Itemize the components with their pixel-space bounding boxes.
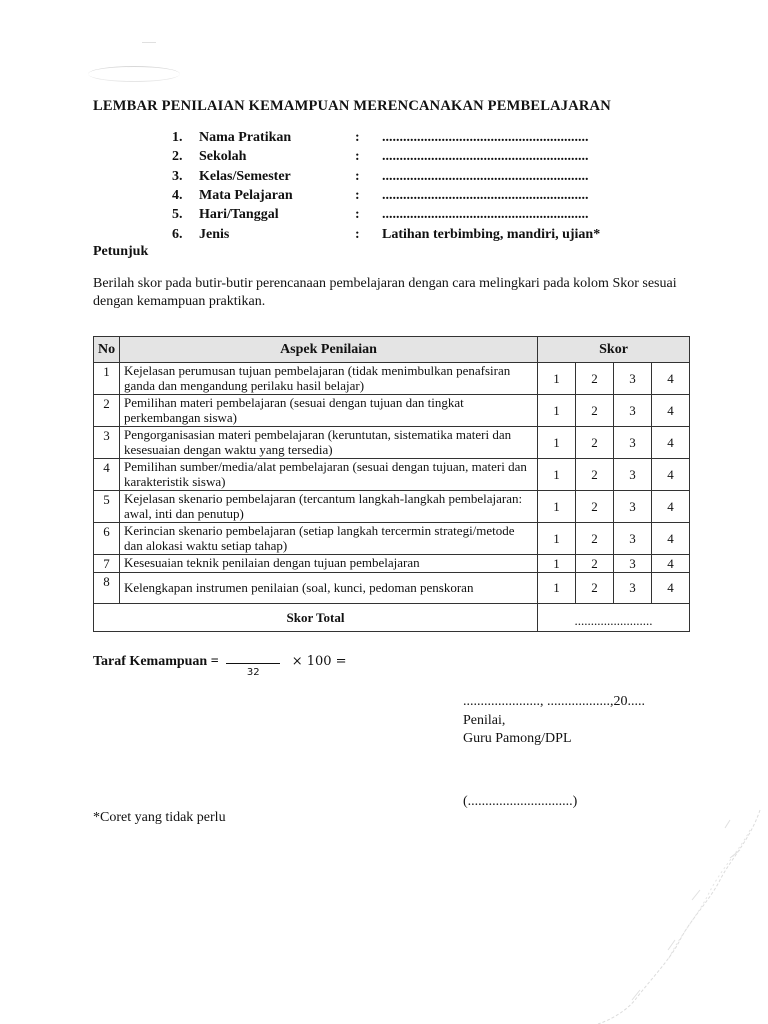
place-date: ......................, ..................,20.....: [463, 694, 645, 709]
identity-row: [172, 147, 600, 166]
petunjuk-heading: Petunjuk: [93, 244, 149, 259]
header-aspek: Aspek Penilaian: [120, 337, 538, 363]
identity-colon: :: [355, 130, 360, 146]
row-number: 4: [94, 459, 120, 491]
score-option-3[interactable]: 3: [614, 523, 652, 555]
score-option-4[interactable]: 4: [652, 395, 690, 427]
row-number: 7: [94, 555, 120, 573]
score-option-2[interactable]: 2: [576, 491, 614, 523]
row-aspek: Kejelasan skenario pembelajaran (tercantum langkah-langkah pembelajaran: awal, inti dan penutup): [120, 491, 538, 523]
identity-fields: [172, 128, 600, 244]
row-aspek: Pemilihan materi pembelajaran (sesuai dengan tujuan dan tingkat perkembangan siswa): [120, 395, 538, 427]
score-option-4[interactable]: 4: [652, 491, 690, 523]
signature-block: [463, 693, 645, 749]
identity-colon: :: [355, 168, 360, 184]
score-option-1[interactable]: 1: [538, 573, 576, 604]
identity-row: [172, 167, 600, 186]
score-option-1[interactable]: 1: [538, 427, 576, 459]
score-option-2[interactable]: 2: [576, 459, 614, 491]
score-option-4[interactable]: 4: [652, 523, 690, 555]
identity-label: Mata Pelajaran: [199, 188, 293, 204]
table-row: [94, 459, 690, 491]
fraction: [226, 661, 280, 679]
score-option-1[interactable]: 1: [538, 555, 576, 573]
identity-number: 2.: [172, 149, 183, 165]
table-row: [94, 363, 690, 395]
identity-value: ...........................................................: [382, 168, 589, 184]
row-aspek: Kejelasan perumusan tujuan pembelajaran (tidak menimbulkan penafsiran ganda dan mengandung perilaku hasil belajar): [120, 363, 538, 395]
score-option-3[interactable]: 3: [614, 491, 652, 523]
signature-name-blank: (..............................): [463, 794, 578, 809]
score-option-4[interactable]: 4: [652, 459, 690, 491]
score-option-4[interactable]: 4: [652, 573, 690, 604]
identity-colon: :: [355, 149, 360, 165]
identity-label: Jenis: [199, 226, 230, 242]
role-guru-pamong: Guru Pamong/DPL: [463, 731, 572, 746]
identity-number: 1.: [172, 130, 183, 146]
fraction-line: [226, 663, 280, 664]
assessment-table: [93, 336, 690, 632]
score-option-4[interactable]: 4: [652, 555, 690, 573]
table-row: [94, 427, 690, 459]
table-row: [94, 491, 690, 523]
table-row: [94, 523, 690, 555]
taraf-label: Taraf Kemampuan =: [93, 654, 219, 669]
identity-row: [172, 205, 600, 224]
identity-colon: :: [355, 188, 360, 204]
total-row: [94, 604, 690, 632]
score-option-2[interactable]: 2: [576, 363, 614, 395]
scan-smudge: [88, 66, 180, 82]
identity-row: [172, 128, 600, 147]
taraf-kemampuan-formula: [93, 654, 347, 679]
identity-colon: :: [355, 207, 360, 223]
score-option-4[interactable]: 4: [652, 363, 690, 395]
row-number: 6: [94, 523, 120, 555]
score-option-1[interactable]: 1: [538, 523, 576, 555]
identity-label: Sekolah: [199, 149, 247, 165]
row-aspek: Pemilihan sumber/media/alat pembelajaran (sesuai dengan tujuan, materi dan karakteristik siswa): [120, 459, 538, 491]
score-option-3[interactable]: 3: [614, 363, 652, 395]
identity-value: ...........................................................: [382, 130, 589, 146]
identity-label: Nama Pratikan: [199, 130, 292, 146]
row-aspek: Pengorganisasian materi pembelajaran (keruntutan, sistematika materi dan kesesuaian dengan waktu yang tersedia): [120, 427, 538, 459]
row-aspek: Kelengkapan instrumen penilaian (soal, kunci, pedoman penskoran: [120, 573, 538, 604]
identity-value: ...........................................................: [382, 188, 589, 204]
total-label: Skor Total: [94, 604, 538, 632]
row-aspek: Kesesuaian teknik penilaian dengan tujuan pembelajaran: [120, 555, 538, 573]
score-option-3[interactable]: 3: [614, 459, 652, 491]
row-number: 3: [94, 427, 120, 459]
total-value: ........................: [538, 604, 690, 632]
identity-number: 6.: [172, 226, 183, 242]
score-option-2[interactable]: 2: [576, 395, 614, 427]
score-option-1[interactable]: 1: [538, 491, 576, 523]
score-option-2[interactable]: 2: [576, 555, 614, 573]
score-option-3[interactable]: 3: [614, 427, 652, 459]
identity-value: Latihan terbimbing, mandiri, ujian*: [382, 226, 601, 242]
score-option-3[interactable]: 3: [614, 395, 652, 427]
role-penilai: Penilai,: [463, 712, 506, 728]
footnote: *Coret yang tidak perlu: [93, 810, 226, 825]
score-option-1[interactable]: 1: [538, 395, 576, 427]
header-skor: Skor: [538, 337, 690, 363]
identity-value: ...........................................................: [382, 149, 589, 165]
score-option-2[interactable]: 2: [576, 523, 614, 555]
score-option-1[interactable]: 1: [538, 459, 576, 491]
score-option-3[interactable]: 3: [614, 573, 652, 604]
table-row: [94, 573, 690, 604]
row-number: 2: [94, 395, 120, 427]
instructions-text: Berilah skor pada butir-butir perencanaan pembelajaran dengan cara melingkari pada kolom Skor sesuai dengan kemampuan praktikan.: [93, 276, 677, 309]
table-row: [94, 555, 690, 573]
table-header-row: [94, 337, 690, 363]
identity-colon: :: [355, 226, 360, 242]
identity-label: Hari/Tanggal: [199, 207, 279, 223]
score-option-1[interactable]: 1: [538, 363, 576, 395]
row-number: 8: [94, 573, 120, 604]
document-title: LEMBAR PENILAIAN KEMAMPUAN MERENCANAKAN PEMBELAJARAN: [93, 98, 611, 114]
identity-row: [172, 186, 600, 205]
header-no: No: [94, 337, 120, 363]
score-option-4[interactable]: 4: [652, 427, 690, 459]
identity-number: 3.: [172, 168, 183, 184]
score-option-3[interactable]: 3: [614, 555, 652, 573]
table-row: [94, 395, 690, 427]
identity-number: 5.: [172, 207, 183, 223]
multiplier: × 100 =: [291, 654, 347, 669]
identity-row: [172, 224, 600, 243]
score-option-2[interactable]: 2: [576, 427, 614, 459]
identity-label: Kelas/Semester: [199, 168, 291, 184]
row-number: 5: [94, 491, 120, 523]
row-number: 1: [94, 363, 120, 395]
score-option-2[interactable]: 2: [576, 573, 614, 604]
pencil-scribble: [580, 800, 768, 1024]
identity-value: ...........................................................: [382, 207, 589, 223]
identity-number: 4.: [172, 188, 183, 204]
row-aspek: Kerincian skenario pembelajaran (setiap langkah tercermin strategi/metode dan alokasi waktu setiap tahap): [120, 523, 538, 555]
fraction-denominator: 32: [246, 667, 260, 679]
scan-smudge-small: [142, 42, 156, 47]
